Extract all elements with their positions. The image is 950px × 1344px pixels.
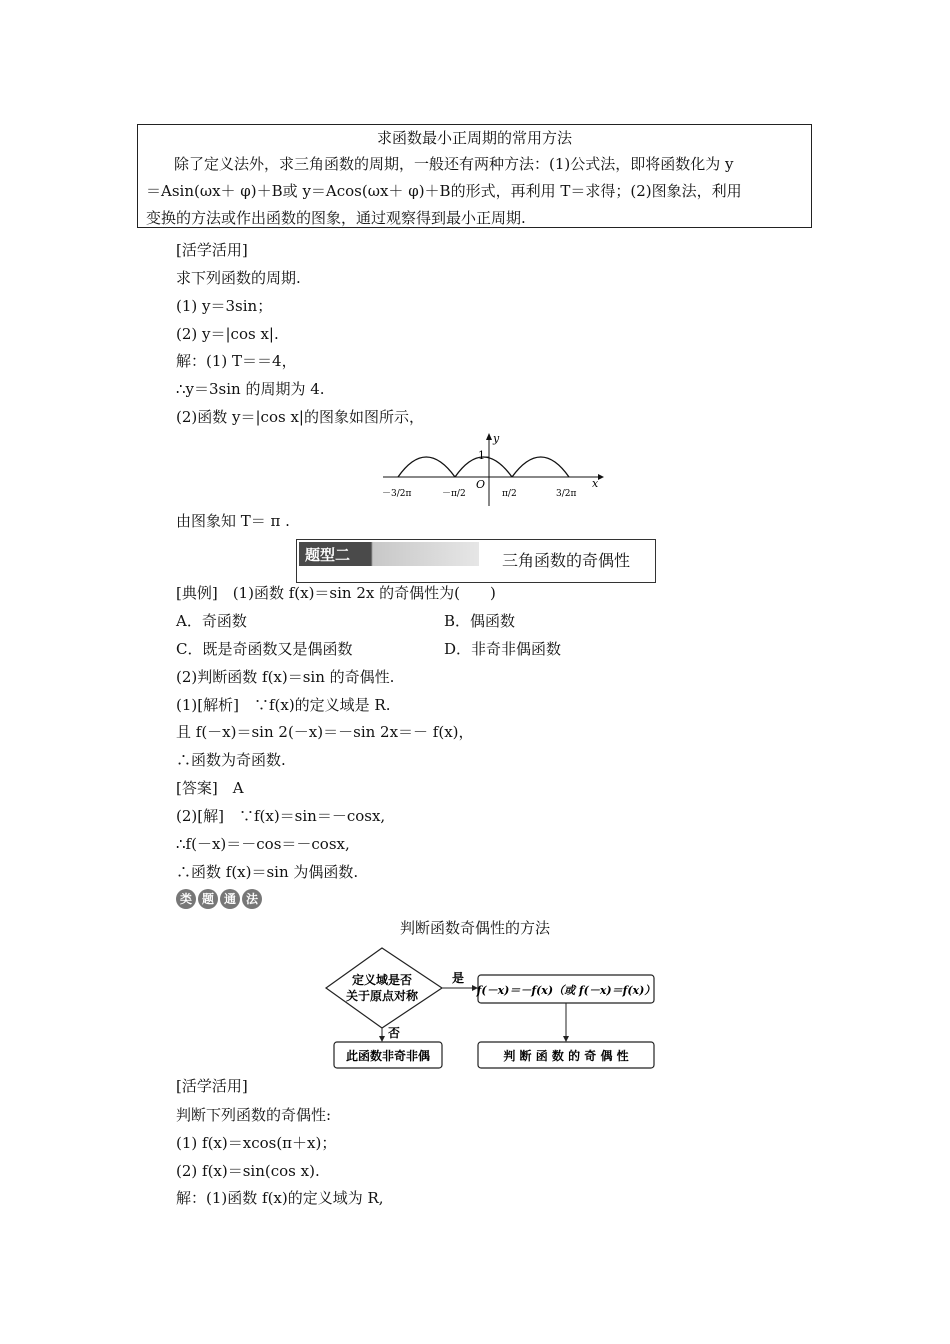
method-note-box <box>137 124 812 228</box>
result-box-text: f(－x)＝－f(x)（或 f(－x)＝f(x)） <box>476 984 656 997</box>
method-note-line1: 除了定义法外，求三角函数的周期，一般还有两种方法：(1)公式法，即将函数化为 y <box>174 155 734 173</box>
method-note-line2: ＝Asin(ωx＋ φ)＋B或 y＝Acos(ωx＋ φ)＋B的形式，再利用 T＝求得；(2)图象法，利用 <box>146 182 742 200</box>
practice-prompt: 求下列函数的周期. <box>176 269 301 287</box>
practice2-label: [活学活用] <box>176 1077 248 1095</box>
yes-label: 是 <box>452 971 465 985</box>
method-note-line3: 变换的方法或作出函数的图象，通过观察得到最小正周期. <box>146 209 526 227</box>
method-badge-char: 类 <box>176 889 196 909</box>
solution2-line2: ∴f(－x)＝－cos＝－cosx, <box>176 835 350 853</box>
option-a: A．奇函数 <box>176 612 247 630</box>
method-badge-char: 通 <box>220 889 240 909</box>
tick-neg-three-half-pi: －3/2π <box>382 489 412 499</box>
practice-q1: (1) y＝3sin； <box>176 297 273 315</box>
answer-line: [答案] A <box>176 779 244 797</box>
solution-line3: (2)函数 y＝|cos x|的图象如图所示， <box>176 408 424 426</box>
flowchart-title: 判断函数奇偶性的方法 <box>399 919 550 937</box>
decision-text-line1: 定义域是否 <box>351 973 413 987</box>
y-axis-label: y <box>493 432 500 445</box>
solution2-line3: ∴函数 f(x)＝sin 为偶函数. <box>176 863 359 881</box>
method-note-title: 求函数最小正周期的常用方法 <box>376 129 572 147</box>
no-arrow-head <box>379 1036 385 1042</box>
practice2-q1: (1) f(x)＝xcos(π＋x)； <box>176 1134 337 1152</box>
analysis-line3: ∴函数为奇函数. <box>176 751 286 769</box>
section-title: 三角函数的奇偶性 <box>502 551 631 570</box>
down-arrow-right-head <box>563 1036 569 1042</box>
origin-label: O <box>476 478 486 491</box>
method-badge-char: 法 <box>242 889 262 909</box>
example-question2: (2)判断函数 f(x)＝sin 的奇偶性. <box>176 668 395 686</box>
curve-arch-left <box>398 457 455 477</box>
method-badge <box>176 889 262 909</box>
tick-half-pi: π/2 <box>502 489 517 499</box>
section-header <box>296 539 656 583</box>
decision-diamond <box>326 948 442 1028</box>
decision-text-line2: 关于原点对称 <box>345 989 419 1003</box>
option-b: B．偶函数 <box>444 612 516 630</box>
y-axis-arrow <box>486 433 492 440</box>
tick-neg-half-pi: －π/2 <box>442 489 466 499</box>
practice2-q2: (2) f(x)＝sin(cos x). <box>176 1162 320 1180</box>
graph-conclusion: 由图象知 T＝ π . <box>176 512 290 530</box>
method-badge-char: 题 <box>198 889 218 909</box>
section-tag <box>299 542 479 566</box>
option-c: C．既是奇函数又是偶函数 <box>176 640 353 658</box>
x-axis-label: x <box>592 477 599 490</box>
non-parity-text: 此函数非奇非偶 <box>345 1049 431 1063</box>
no-label: 否 <box>388 1026 401 1040</box>
section-tag-label: 题型二 <box>305 546 351 564</box>
solution2-line1: (2)[解] ∵f(x)＝sin＝－cosx, <box>176 807 386 825</box>
max-value-label: 1 <box>478 449 485 462</box>
solution-line2: ∴y＝3sin 的周期为 4. <box>176 380 325 398</box>
practice2-solution: 解：(1)函数 f(x)的定义域为 R, <box>176 1189 384 1207</box>
abs-cos-graph <box>378 430 608 508</box>
practice2-prompt: 判断下列函数的奇偶性: <box>176 1106 332 1124</box>
practice-label: [活学活用] <box>176 241 248 259</box>
practice-q2: (2) y＝|cos x|. <box>176 325 279 343</box>
curve-arch-right <box>512 457 569 477</box>
example-question1: [典例] (1)函数 f(x)＝sin 2x 的奇偶性为( ) <box>176 584 496 602</box>
judge-parity-text: 判 断 函 数 的 奇 偶 性 <box>503 1049 629 1063</box>
tick-three-half-pi: 3/2π <box>556 489 577 499</box>
analysis-line1: (1)[解析] ∵f(x)的定义域是 R. <box>176 696 391 714</box>
parity-flowchart <box>320 944 665 1072</box>
solution-line1: 解：(1) T＝＝4， <box>176 352 297 370</box>
x-axis-arrow <box>598 474 604 480</box>
option-d: D．非奇非偶函数 <box>444 640 562 658</box>
analysis-line2: 且 f(－x)＝sin 2(－x)＝－sin 2x＝－ f(x)， <box>176 723 474 741</box>
